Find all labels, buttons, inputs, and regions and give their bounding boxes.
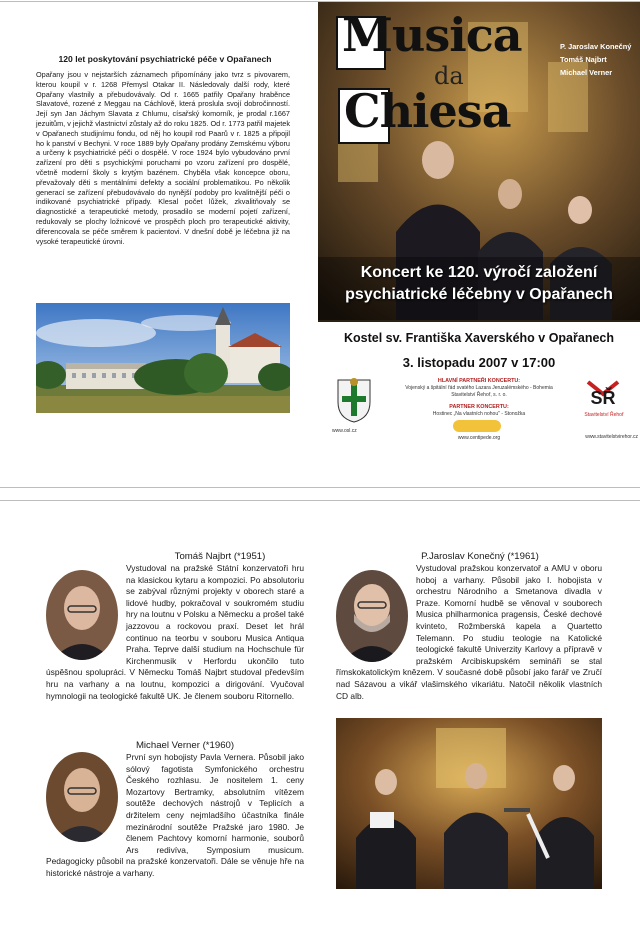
web-left: www.osl.cz <box>332 428 357 434</box>
person-bio-verner: První syn hobojisty Pavla Vernera. Působil jako sólový fagotista Symfonického orchestru Českého rozhlasu. Je nositelem 1. ceny Mozartovy Bertramky, absolutním vítězem soutěže dechových nástrojů v Teplicích a držitelem ceny nejmladšího účastníka finále mezinárodní soutěže Pražské jaro 1980. Je členem Pachtovy komorní harmonie, souborů Ars redivíva, Symposium musicum. Pedagogicky působil na pražské konzervatoři. Dále se věnuje hře na historické nástroje a varhany. <box>46 752 304 878</box>
poster-venue: Kostel sv. Františka Xaverského v Opařanech <box>343 331 615 345</box>
rehor-name: Stavitelství Řehoř <box>584 412 624 418</box>
castle-photo <box>36 303 290 413</box>
poster-musician: P. Jaroslav Konečný <box>560 42 632 51</box>
article-body: Opařany jsou v nejstarších záznamech připomínány jako tvrz s pivovarem, kterou koupil v r. 1268 Přemysl Otakar II. Následovaly další rody, které Opařany vlastnily a přebudovávaly. Od r. 1665 patřily Opařany hraběnce Slavatové, rozené z Meggau na Cáchlově, která proslula svojí dobročinností. Její syn Jan Jáchym Slavata z Chlumu, císařský komorník, je prodal r.1667 jezuitům, v jejichž vlastnictví zůstaly až do roku 1825. Od r. 1773 patřil majetek v Opařanech studijnímu fondu, od něj ho koupil rod Paarů v r. 1825 a připojil ho k panství v Bechyni. V roce 1889 byly Opařany prodány Zemskému výboru a určeny k psychiatrické péči o dospělé. V roce 1924 bylo vybudováno první zařízení pro děti s psychickými poruchami po vzoru zařízení pro dospělé, včetně moderní školy s krytým bazénem. Chyběla však koncepce oboru, převažovaly děti s mentálními defekty a sociální problematikou. Po několik generací se zařízení přebudovávalo do nynější podoby pro kvalitnější péči o indikované psychiatrické případy. Klesal počet lůžek, zkvalitňovaly se diagnostické a terapeutické metody, prosadilo se moderní pojetí zařízení, redukovaly se plochy ložnicové ve prospěch ploch pro terapeutické aktivity, diferencovala se péče směrem k pacientovi. V dnešní době je léčebna již na vysoké terapeutické úrovni. <box>36 70 290 246</box>
concert-poster <box>318 2 640 454</box>
person-bio-konecny: Vystudoval pražskou konzervatoř a AMU v oboru hoboj a varhany. Působil jako I. hobojista v orchestru Národního a Smetanova divadla v Praze. Komorní hudbě se věnoval v souborech Musica philharmonica pragensis, České dechové kvinteto, Rožmberská kapela a Quartetto Telemann. Po studiu teologie na Katolické teologické fakultě Univerzity Karlovy a přípravě v pražském Arcibiskupském semináři se stal římskokatolickým knězem. V současné době působí jako farář ve Zručí nad Sázavou a vikář vlašimského vikariátu. Natočil několik vlastních CD alb. <box>336 563 602 701</box>
top-sheet-bottom-border <box>0 487 640 488</box>
poster-musician: Michael Verner <box>560 68 613 77</box>
web-right: www.stavitelstvirehor.cz <box>585 434 638 440</box>
bottom-sheet-border <box>0 500 640 501</box>
rehor-mark: SŘ <box>590 388 616 408</box>
partners-line-1: Vojenský a špitální řád svatého Lazara Jeruzalémského - Bohemia <box>405 385 553 391</box>
poster-info-panel <box>318 322 640 454</box>
poster-headline-1: Koncert ke 120. výročí založení <box>360 264 598 281</box>
partner-line: Hostinec „Na vlastních nohou" - Stonožka <box>432 411 526 417</box>
web-mid: www.centipede.org <box>457 435 501 441</box>
poster-headline-2: psychiatrické léčebny v Opařanech <box>345 286 613 303</box>
person-bio-najbrt: Vystudoval na pražské Státní konzervatoři hru na klasickou kytaru a kompozici. Po absolutoriu se zabýval různými projekty v oborech staré a lidové hudby, pokračoval v soukromém studiu hry na loutnu v Polsku a Německu a prošel také jazzovou a rockovou praxí. Deset let hrál continuo na teorbu v souboru Musica Antiqua Praha. Teprve další studium na Hochschule für Kirchenmusik v Herfordu ukončilo tuto úspěšnou spolupráci. V Německu Tomáš Najbrt studoval především hru na varhany a na loutnu, kompozici a dirigování. Vyučoval hymnologii na teologické fakultě UK. Je členem souboru Ritornello. <box>46 563 304 701</box>
centipede-logo <box>453 420 501 432</box>
partner-heading: PARTNER KONCERTU: <box>449 404 509 410</box>
brand-da: da <box>434 62 464 90</box>
article-title: 120 let poskytování psychiatrické péče v Opařanech <box>58 54 272 64</box>
brand-chiesa: Chiesa <box>344 84 511 138</box>
poster-musician-list <box>560 40 640 79</box>
poster-date: 3. listopadu 2007 v 17:00 <box>402 355 556 370</box>
concert-photo <box>336 718 602 889</box>
brand-musica: Musica <box>342 8 522 62</box>
poster-musician: Tomáš Najbrt <box>560 55 607 64</box>
partners-line-2: Stavitelství Řehoř, s. r. o. <box>451 392 507 398</box>
person-name-verner: Michael Verner (*1960) <box>135 740 235 751</box>
person-name-najbrt: Tomáš Najbrt (*1951) <box>174 551 266 562</box>
person-name-konecny: P.Jaroslav Konečný (*1961) <box>421 551 539 562</box>
partners-heading: HLAVNÍ PARTNEŘI KONCERTU: <box>437 378 521 384</box>
